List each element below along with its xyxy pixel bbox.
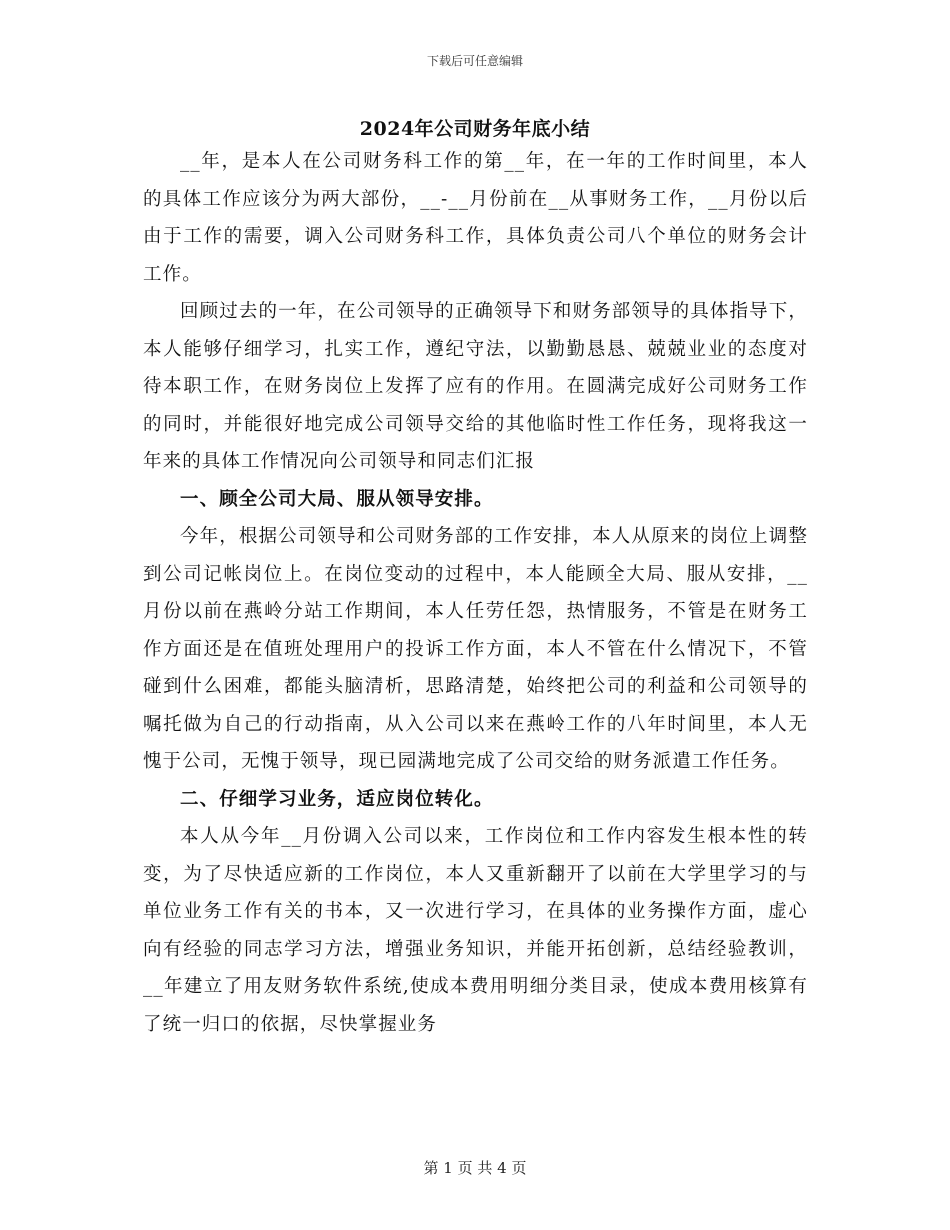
section-heading: 一、顾全公司大局、服从领导安排。 bbox=[180, 488, 494, 510]
paragraph: 今年，根据公司领导和公司财务部的工作安排，本人从原来的岗位上调整到公司记帐岗位上。在岗位变动的过程中，本人能顾全大局、服从安排，__月份以前在燕岭分站工作期间，本人任劳任怨，热情服务，不管是在财务工作方面还是在值班处理用户的投诉工作方面，本人不管在什么情况下，不管碰到什么困难，都能头脑清析，思路清楚，始终把公司的利益和公司领导的嘱托做为自己的行动指南，从入公司以来在燕岭工作的八年时间里，本人无愧于公司，无愧于领导，现已园满地完成了公司交给的财务派遣工作任务。 bbox=[143, 526, 808, 772]
paragraph: __年，是本人在公司财务科工作的第__年，在一年的工作时间里，本人的具体工作应该分为两大部份，__-__月份前在__从事财务工作，__月份以后由于工作的需要，调入公司财务科工作，具体负责公司八个单位的财务会计工作。 bbox=[143, 151, 808, 285]
paragraph: 回顾过去的一年，在公司领导的正确领导下和财务部领导的具体指导下，本人能够仔细学习，扎实工作，遵纪守法，以勤勤恳恳、兢兢业业的态度对待本职工作，在财务岗位上发挥了应有的作用。在圆满完成好公司财务工作的同时，并能很好地完成公司领导交给的其他临时性工作任务，现将我这一年来的具体工作情况向公司领导和同志们汇报 bbox=[143, 301, 808, 472]
document-body bbox=[143, 143, 808, 1043]
page-footer: 第 1 页 共 4 页 bbox=[423, 1159, 527, 1177]
header-note: 下载后可任意编辑 bbox=[426, 54, 523, 68]
paragraph: 本人从今年__月份调入公司以来，工作岗位和工作内容发生根本性的转变，为了尽快适应新的工作岗位，本人又重新翻开了以前在大学里学习的与单位业务工作有关的书本，又一次进行学习，在具体的业务操作方面，虚心向有经验的同志学习方法，增强业务知识，并能开拓创新，总结经验教训，__年建立了用友财务软件系统,使成本费用明细分类目录，使成本费用核算有了统一归口的依据，尽快掌握业务 bbox=[143, 826, 808, 1035]
section-heading: 二、仔细学习业务，适应岗位转化。 bbox=[180, 788, 494, 810]
document-title: 2024年公司财务年底小结 bbox=[359, 118, 591, 140]
